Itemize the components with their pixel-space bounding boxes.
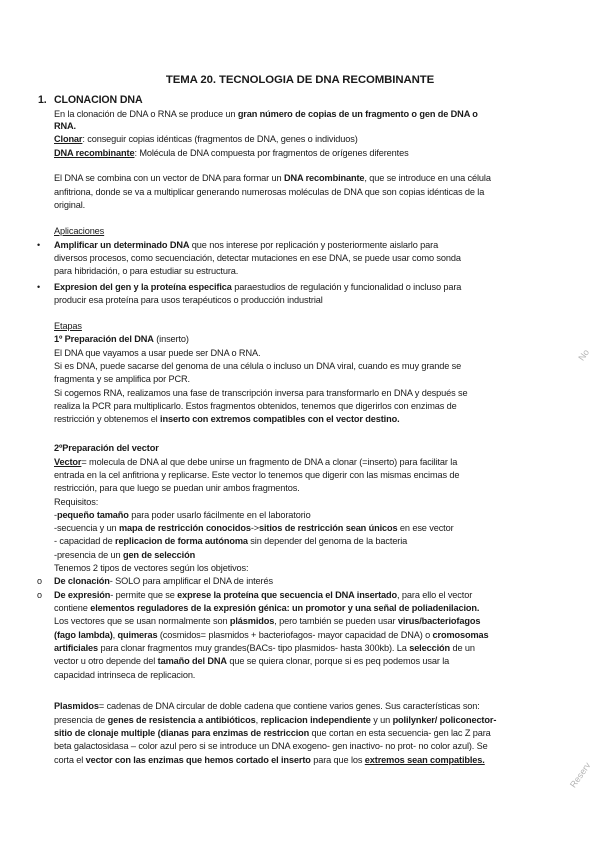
paragraph-line: original. [54, 200, 86, 210]
page-title: TEMA 20. TECNOLOGIA DE DNA RECOMBINANTE [165, 74, 435, 86]
text: presencia de [54, 715, 108, 725]
bold-text: inserto con extremos compatibles con el vector destino. [160, 414, 400, 424]
def-dna-recombinante: : Molécula de DNA compuesta por fragmentos de orígenes diferentes [134, 148, 409, 158]
text: paraestudios de regulación y funcionalidad o incluso para [231, 282, 462, 292]
vectores-line [54, 629, 489, 641]
requisito-1 [54, 509, 311, 521]
bold-text: DNA recombinante [283, 173, 365, 183]
plasmidos-line [54, 754, 485, 766]
definition-dna-recombinante [54, 147, 409, 159]
bold-text: artificiales [54, 643, 99, 653]
vectores-line [54, 642, 475, 654]
bullet-circle: o [37, 590, 43, 600]
plasmidos-line [54, 727, 491, 739]
text: , [112, 630, 118, 640]
text: - capacidad de [54, 536, 116, 546]
term-dna-recombinante: DNA recombinante [54, 148, 135, 158]
bold-text: gen de selección [122, 550, 196, 560]
bold-text: cromosomas [432, 630, 489, 640]
aplicacion-1-line: para hibridación, o para estudiar su estructura. [54, 266, 239, 276]
text: que nos interese por replicación y posteriormente aislarlo para [189, 240, 439, 250]
text: restricción y obtenemos el [54, 414, 161, 424]
text: -secuencia y un [54, 523, 119, 533]
text: - [54, 510, 57, 520]
text: corta el [54, 755, 86, 765]
etapa-2-line: entrada en la cel anfitriona y replicarse. Este vector lo tenemos que digerir con las mismas encimas de [54, 470, 460, 480]
vector-definition [54, 456, 457, 468]
text: - permite que se [110, 590, 178, 600]
requisito-3 [54, 535, 407, 547]
etapa-1-line: Si cogemos RNA, realizamos una fase de transcripción inversa para transformarlo en DNA y después se [54, 388, 468, 398]
bold-text: De expresión [54, 590, 111, 600]
text: (cosmidos= plasmidos + bacteriofagos- mayor capacidad de DNA) o [157, 630, 433, 640]
plasmidos-line [54, 700, 480, 712]
watermark-top: No [576, 347, 592, 363]
text: en ese vector [397, 523, 454, 533]
vector-expresion [54, 589, 472, 601]
paragraph-line: anfitriona, donde se va a multiplicar generando numerosas moléculas de DNA que son copias idénticas de la [54, 187, 485, 197]
requisito-2 [54, 522, 454, 534]
text: , que se introduce en una célula [364, 173, 491, 183]
text: que cortan en esta secuencia- gen lac Z para [309, 728, 491, 738]
text: -presencia de un [54, 550, 123, 560]
text: de un [450, 643, 475, 653]
text: vector u otro depende del [54, 656, 158, 666]
bold-text: genes de resistencia a antibióticos [107, 715, 256, 725]
tipos-vectores: Tenemos 2 tipos de vectores según los objetivos: [54, 563, 249, 573]
bullet-dot: • [37, 240, 41, 250]
etapa-2-heading: 2ºPreparación del vector [54, 443, 159, 453]
bold-text: (fago lambda) [54, 630, 113, 640]
bold-text: tamaño del DNA [157, 656, 227, 666]
text: , para ello el vector [397, 590, 473, 600]
etapa-1-line: realiza la PCR para multiplicarlo. Estos fragmentos obtenidos, tenemos que digerirlos con enzimas de [54, 401, 457, 411]
text: - SOLO para amplificar el DNA de interés [109, 576, 273, 586]
requisito-4 [54, 549, 195, 561]
bold-text: Expresion del gen y la proteína especifica [54, 282, 232, 292]
text: Los vectores que se usan normalmente son [54, 616, 230, 626]
text: contiene [54, 603, 91, 613]
text: = molecula de DNA al que debe unirse un fragmento de DNA a clonar (=inserto) para facilitar la [81, 457, 458, 467]
vector-expresion-line [54, 602, 479, 614]
bold-text: exprese la proteína que secuencia el DNA insertado [177, 590, 398, 600]
etapa-1-line: El DNA que vayamos a usar puede ser DNA o RNA. [54, 348, 261, 358]
paragraph-line [54, 172, 491, 184]
bold-text: virus/bacteriofagos [397, 616, 481, 626]
aplicacion-2-line: producir esa proteína para usos terapéuticos o producción industrial [54, 295, 323, 305]
bold-text: pequeño tamaño [56, 510, 129, 520]
text: En la clonación de DNA o RNA se produce un [54, 109, 238, 119]
text: que se quiera clonar, porque si es peq podemos usar la [226, 656, 450, 666]
intro-line-2: RNA. [54, 121, 76, 131]
bold-text: mapa de restricción conocidos [118, 523, 251, 533]
aplicacion-1-line: diversos procesos, como secuenciación, detectar mutaciones en ese DNA, se puede usar como sonda [54, 253, 461, 263]
bold-text: De clonación [54, 576, 110, 586]
aplicacion-2-line [54, 281, 461, 293]
bold-text: quimeras [117, 630, 158, 640]
plasmidos-line [54, 714, 496, 726]
vectores-line [54, 615, 480, 627]
bullet-dot: • [37, 282, 41, 292]
bold-text: extremos sean compatibles. [364, 755, 485, 765]
section-number: 1. [38, 94, 47, 106]
etapa-1-heading [54, 333, 189, 345]
text: y un [370, 715, 393, 725]
requisitos-label: Requisitos: [54, 497, 99, 507]
text: , [255, 715, 261, 725]
bold-text: gran número de copias de un fragmento o gen de DNA o [237, 109, 478, 119]
term-plasmidos: Plasmidos [54, 701, 99, 711]
term-vector: Vector [54, 457, 82, 467]
bold-text: Amplificar un determinado DNA [54, 240, 190, 250]
text: -> [250, 523, 259, 533]
bold-text: 1º Preparación del DNA [54, 334, 154, 344]
definition-clonar [54, 133, 358, 145]
bold-text: replicacion de forma autónoma [115, 536, 248, 546]
etapa-1-line [54, 413, 400, 425]
bold-text: polilynker/ policonector- [392, 715, 497, 725]
term-clonar: Clonar [54, 134, 83, 144]
aplicaciones-heading: Aplicaciones [54, 226, 105, 236]
vector-clonacion [54, 575, 273, 587]
vectores-line: capacidad intrinseca de replicacion. [54, 670, 196, 680]
etapa-2-line: restricción, para que luego se puedan unir ambos fragmentos. [54, 483, 300, 493]
text: , pero también se pueden usar [274, 616, 398, 626]
text: para clonar fragmentos muy grandes(BACs- tipo plasmidos- hasta 300kb). La [98, 643, 410, 653]
watermark-bottom: Reserv [567, 760, 593, 790]
plasmidos-line: beta galactosidasa – color azul pero si se introduce un DNA exogeno- gen inactivo- no prot- no color azul). Se [54, 741, 488, 751]
section-heading: CLONACION DNA [54, 94, 143, 106]
bold-text: plásmidos [229, 616, 275, 626]
bullet-circle: o [37, 576, 43, 586]
text: = cadenas de DNA circular de doble cadena que contiene varios genes. Sus características son: [98, 701, 480, 711]
def-clonar: : conseguir copias idénticas (fragmentos de DNA, genes o individuos) [82, 134, 358, 144]
text: para que los [310, 755, 365, 765]
bold-text: replicacion independiente [260, 715, 371, 725]
etapas-heading: Etapas [54, 321, 82, 331]
bold-text: sitio de clonaje multiple (dianas para enzimas de restriccion [54, 728, 310, 738]
etapa-1-line: fragmenta y se amplifica por PCR. [54, 374, 190, 384]
bold-text: vector con las enzimas que hemos cortado el inserto [85, 755, 311, 765]
text: para poder usarlo fácilmente en el laboratorio [128, 510, 311, 520]
etapa-1-line: Si es DNA, puede sacarse del genoma de una célula o incluso un DNA viral, cuando es muy grande se [54, 361, 462, 371]
aplicacion-1-line [54, 239, 438, 251]
bold-text: sitios de restricción sean únicos [259, 523, 398, 533]
text: (inserto) [153, 334, 189, 344]
bold-text: elementos reguladores de la expresión génica: un promotor y una señal de poliadenilacion. [90, 603, 480, 613]
bold-text: selección [409, 643, 451, 653]
text: sin depender del genoma de la bacteria [247, 536, 408, 546]
intro-line-1 [54, 108, 478, 120]
text: El DNA se combina con un vector de DNA para formar un [54, 173, 284, 183]
vectores-line [54, 655, 449, 667]
